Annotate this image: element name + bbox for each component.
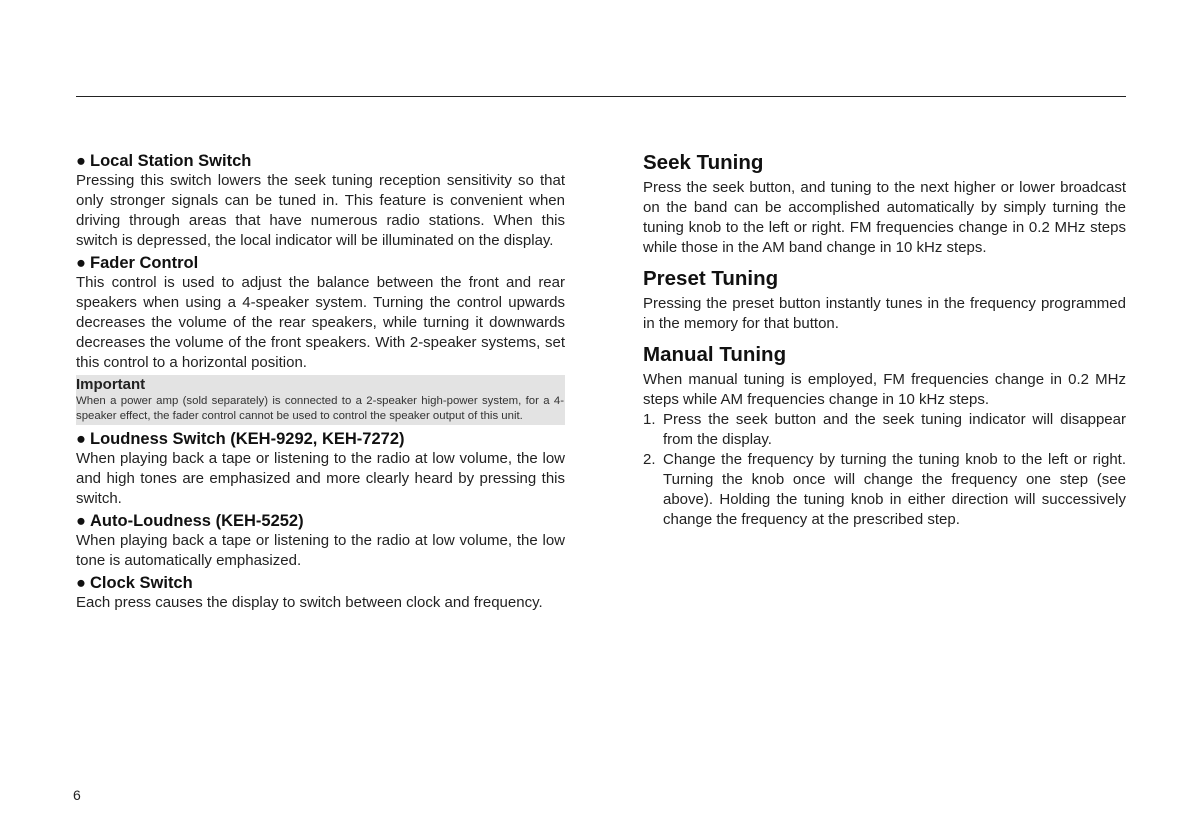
section-manual-tuning: [643, 342, 1126, 530]
section-seek-tuning: [643, 150, 1126, 258]
list-item: [643, 450, 1126, 530]
section-heading: [76, 429, 565, 449]
step-text: Press the seek button and the seek tuning indicator will disappear from the display.: [663, 411, 1126, 448]
section-heading: Manual Tuning: [643, 343, 787, 366]
section-heading: Seek Tuning: [643, 151, 764, 174]
section-text: When manual tuning is employed, FM frequencies change in 0.2 MHz steps while AM frequencies change in 10 kHz steps.: [643, 371, 1126, 408]
steps-list: [643, 410, 1126, 530]
section-clock: [76, 573, 565, 613]
step-number: 1.: [643, 411, 656, 428]
bullet-icon: ●: [76, 152, 86, 170]
section-heading: [76, 573, 565, 593]
right-column: [643, 150, 1126, 538]
page-number: 6: [73, 787, 81, 803]
bullet-icon: ●: [76, 430, 86, 448]
section-heading: [76, 253, 565, 273]
bullet-icon: ●: [76, 254, 86, 272]
section-text: Press the seek button, and tuning to the next higher or lower broadcast on the band can be accomplished automatically by simply turning the tuning knob to the left or right. FM frequencies change in 0.2 MHz steps while those in the AM band change in 10 kHz steps.: [643, 179, 1126, 256]
heading-text: Loudness Switch (KEH-9292, KEH-7272): [90, 430, 405, 448]
step-number: 2.: [643, 451, 656, 468]
section-preset-tuning: [643, 266, 1126, 334]
section-text: When playing back a tape or listening to the radio at low volume, the low and high tones are emphasized and more clearly heard by pressing this switch.: [76, 450, 565, 507]
section-auto-loudness: [76, 511, 565, 571]
section-text: Each press causes the display to switch between clock and frequency.: [76, 594, 543, 611]
section-text: This control is used to adjust the balance between the front and rear speakers when using a 4-speaker system. Turning the control upwards decreases the volume of the rear speakers, while turning it downwards decreases the volume of the front speakers. With 2-speaker systems, set this control to a horizontal position.: [76, 274, 565, 371]
bullet-icon: ●: [76, 574, 86, 592]
section-local-station: [76, 151, 565, 251]
bullet-icon: ●: [76, 512, 86, 530]
heading-text: Auto-Loudness (KEH-5252): [90, 512, 304, 530]
section-text: When playing back a tape or listening to the radio at low volume, the low tone is automatically emphasized.: [76, 532, 565, 569]
step-text: Change the frequency by turning the tuning knob to the left or right. Turning the knob once will change the frequency one step (see above). Holding the tuning knob in either direction will successively change the frequency at the prescribed step.: [663, 451, 1126, 528]
section-heading: [76, 511, 565, 531]
left-column: [76, 151, 565, 615]
section-loudness: [76, 429, 565, 509]
important-note: [76, 375, 565, 425]
heading-text: Clock Switch: [90, 574, 193, 592]
section-text: Pressing this switch lowers the seek tuning reception sensitivity so that only stronger signals can be tuned in. This feature is convenient when driving through areas that have numerous radio stations. When this switch is depressed, the local indicator will be illuminated on the display.: [76, 172, 565, 249]
section-heading: [76, 151, 565, 171]
section-fader: [76, 253, 565, 373]
important-heading: Important: [76, 376, 146, 393]
heading-text: Local Station Switch: [90, 152, 252, 170]
section-heading: Preset Tuning: [643, 267, 779, 290]
header-rule: [76, 96, 1126, 97]
list-item: [643, 410, 1126, 450]
important-text: When a power amp (sold separately) is connected to a 2-speaker high-power system, for a 4-speaker effect, the fader control cannot be used to control the speaker output of this unit.: [76, 395, 564, 422]
section-text: Pressing the preset button instantly tunes in the frequency programmed in the memory for that button.: [643, 295, 1126, 332]
heading-text: Fader Control: [90, 254, 199, 272]
